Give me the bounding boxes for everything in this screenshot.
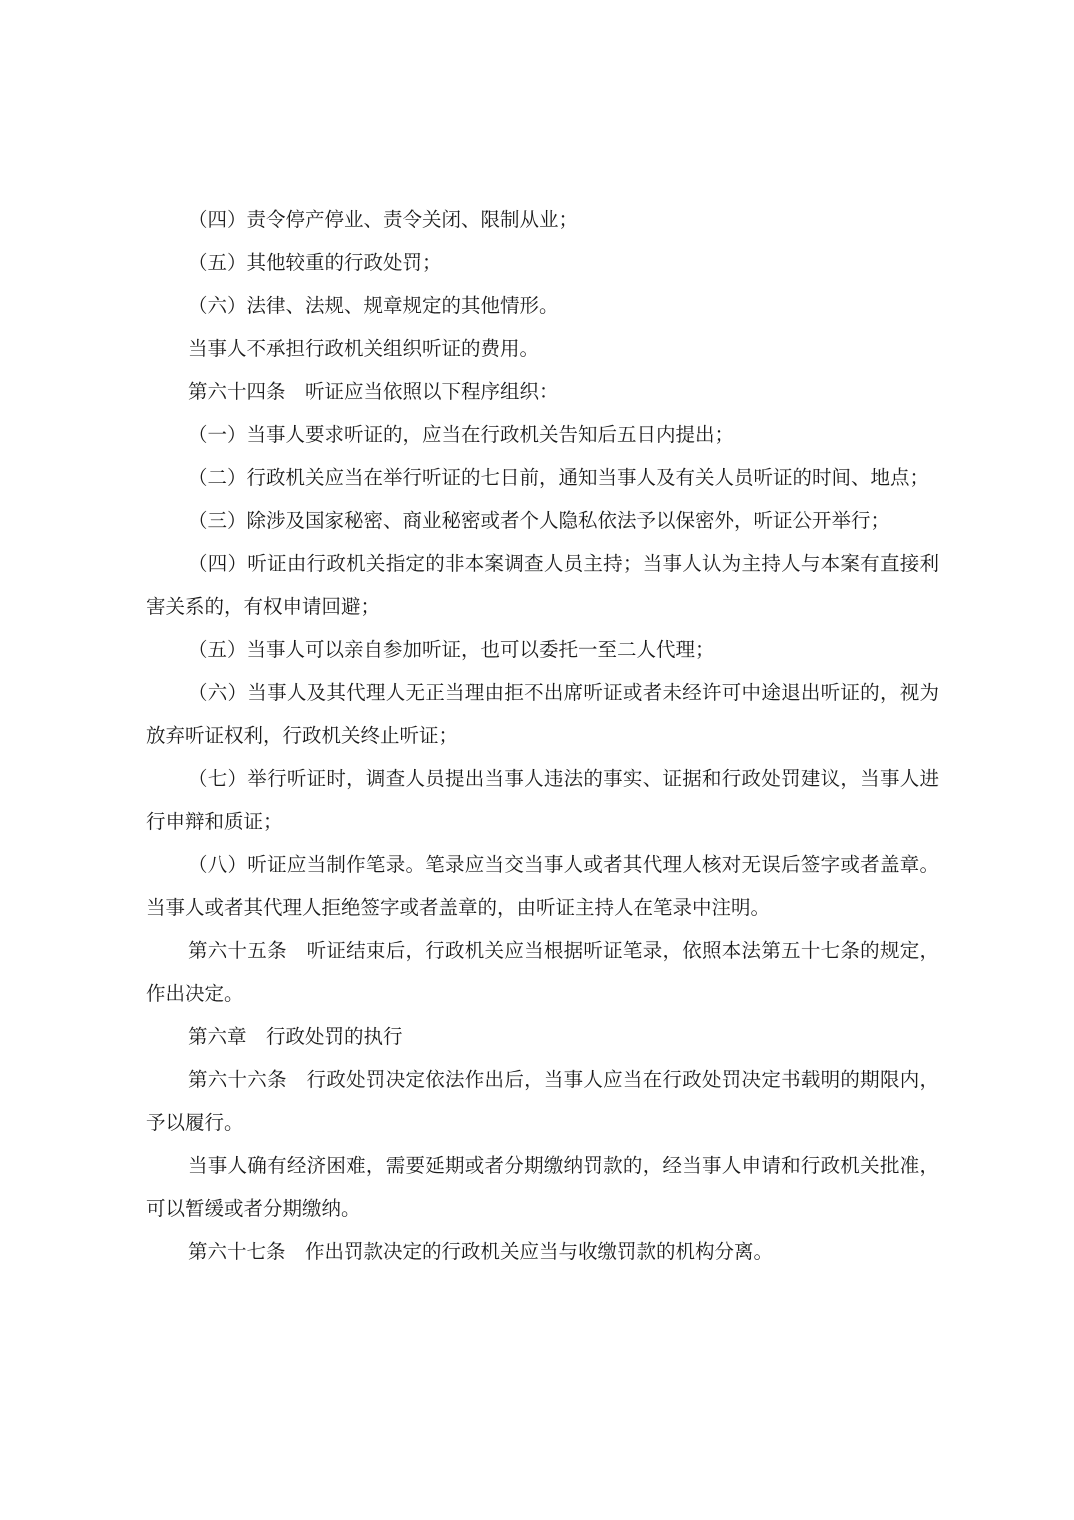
paragraph-procedure-2: （二）行政机关应当在举行听证的七日前，通知当事人及有关人员听证的时间、地点； [188,466,930,489]
paragraph-item-4-suspend-production: （四）责令停产停业、责令关闭、限制从业； [188,208,579,231]
paragraph-procedure-4: （四）听证由行政机关指定的非本案调查人员主持；当事人认为主持人与本案有直接利害关系的，有权申请回避； [146,552,939,618]
paragraph-procedure-8: （八）听证应当制作笔录。笔录应当交当事人或者其代理人核对无误后签字或者盖章。当事人或者其代理人拒绝签字或者盖章的，由听证主持人在笔录中注明。 [146,853,939,919]
paragraph-article-65: 第六十五条 听证结束后，行政机关应当根据听证笔录，依照本法第五十七条的规定，作出决定。 [146,939,939,1005]
paragraph-item-6-other-circumstances: （六）法律、法规、规章规定的其他情形。 [188,294,559,317]
paragraph-article-67: 第六十七条 作出罚款决定的行政机关应当与收缴罚款的机构分离。 [188,1240,774,1263]
paragraph-procedure-1: （一）当事人要求听证的，应当在行政机关告知后五日内提出； [188,423,735,446]
paragraph-procedure-5: （五）当事人可以亲自参加听证，也可以委托一至二人代理； [188,638,715,661]
paragraph-item-5-other-penalties: （五）其他较重的行政处罚； [188,251,442,274]
paragraph-procedure-7: （七）举行听证时，调查人员提出当事人违法的事实、证据和行政处罚建议，当事人进行申辩和质证； [146,767,939,833]
document-body [146,198,939,1273]
paragraph-article-64: 第六十四条 听证应当依照以下程序组织： [188,380,559,403]
paragraph-procedure-3: （三）除涉及国家秘密、商业秘密或者个人隐私依法予以保密外，听证公开举行； [188,509,891,532]
paragraph-installment-payment: 当事人确有经济困难，需要延期或者分期缴纳罚款的，经当事人申请和行政机关批准，可以暂缓或者分期缴纳。 [146,1154,939,1220]
chapter-6-heading: 第六章 行政处罚的执行 [188,1025,403,1048]
paragraph-hearing-cost: 当事人不承担行政机关组织听证的费用。 [188,337,540,360]
paragraph-procedure-6: （六）当事人及其代理人无正当理由拒不出席听证或者未经许可中途退出听证的，视为放弃听证权利，行政机关终止听证； [146,681,939,747]
paragraph-article-66: 第六十六条 行政处罚决定依法作出后，当事人应当在行政处罚决定书载明的期限内，予以履行。 [146,1068,939,1134]
